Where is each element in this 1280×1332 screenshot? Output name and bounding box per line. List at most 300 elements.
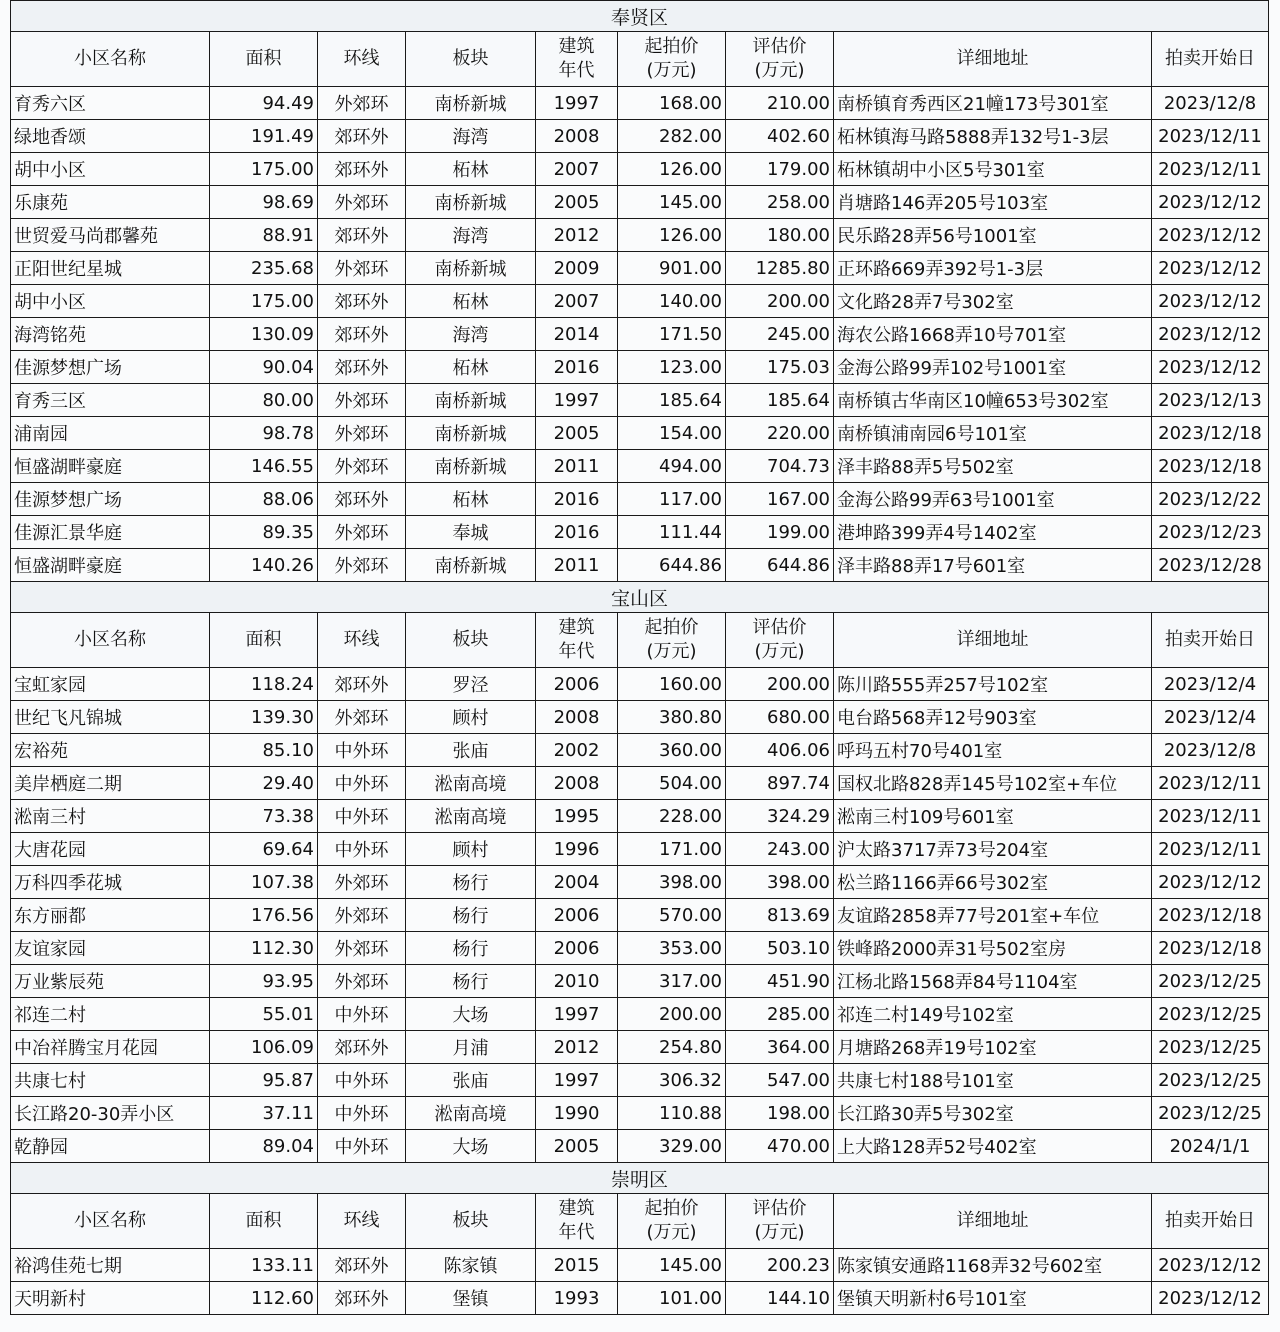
cell-sector: 杨行 xyxy=(406,899,536,932)
cell-area: 98.69 xyxy=(210,186,318,219)
table-row xyxy=(11,252,1269,285)
column-header-build-year: 建筑 年代 xyxy=(536,613,618,668)
cell-auction-start-date: 2023/12/13 xyxy=(1152,384,1269,417)
cell-address: 长江路30弄5号302室 xyxy=(834,1097,1152,1130)
cell-auction-start-date: 2023/12/8 xyxy=(1152,734,1269,767)
column-header-starting-price: 起拍价 (万元) xyxy=(618,613,726,668)
cell-community-name: 正阳世纪星城 xyxy=(11,252,210,285)
cell-appraised-price: 324.29 xyxy=(726,800,834,833)
table-row xyxy=(11,417,1269,450)
cell-community-name: 恒盛湖畔豪庭 xyxy=(11,450,210,483)
cell-community-name: 万业紫辰苑 xyxy=(11,965,210,998)
cell-sector: 月浦 xyxy=(406,1031,536,1064)
cell-starting-price: 901.00 xyxy=(618,252,726,285)
cell-area: 89.35 xyxy=(210,516,318,549)
column-header-community-name: 小区名称 xyxy=(11,1194,210,1249)
cell-appraised-price: 220.00 xyxy=(726,417,834,450)
cell-appraised-price: 398.00 xyxy=(726,866,834,899)
header-row xyxy=(11,32,1269,87)
cell-auction-start-date: 2023/12/18 xyxy=(1152,417,1269,450)
cell-community-name: 大唐花园 xyxy=(11,833,210,866)
header-row xyxy=(11,613,1269,668)
cell-starting-price: 145.00 xyxy=(618,1249,726,1282)
district-row xyxy=(11,582,1269,613)
cell-appraised-price: 200.23 xyxy=(726,1249,834,1282)
cell-address: 南桥镇古华南区10幢653号302室 xyxy=(834,384,1152,417)
cell-sector: 南桥新城 xyxy=(406,549,536,582)
cell-auction-start-date: 2023/12/12 xyxy=(1152,219,1269,252)
cell-area: 88.06 xyxy=(210,483,318,516)
cell-community-name: 万科四季花城 xyxy=(11,866,210,899)
cell-build-year: 2006 xyxy=(536,932,618,965)
cell-starting-price: 254.80 xyxy=(618,1031,726,1064)
cell-address: 祁连二村149号102室 xyxy=(834,998,1152,1031)
cell-build-year: 2010 xyxy=(536,965,618,998)
cell-appraised-price: 406.06 xyxy=(726,734,834,767)
cell-starting-price: 171.00 xyxy=(618,833,726,866)
cell-area: 235.68 xyxy=(210,252,318,285)
cell-auction-start-date: 2023/12/18 xyxy=(1152,899,1269,932)
cell-starting-price: 504.00 xyxy=(618,767,726,800)
cell-area: 69.64 xyxy=(210,833,318,866)
cell-build-year: 1997 xyxy=(536,384,618,417)
table-row xyxy=(11,549,1269,582)
cell-build-year: 2016 xyxy=(536,516,618,549)
table-row xyxy=(11,219,1269,252)
cell-auction-start-date: 2023/12/11 xyxy=(1152,767,1269,800)
cell-appraised-price: 285.00 xyxy=(726,998,834,1031)
cell-ring-road: 郊环外 xyxy=(318,285,406,318)
cell-auction-start-date: 2023/12/12 xyxy=(1152,252,1269,285)
cell-appraised-price: 813.69 xyxy=(726,899,834,932)
cell-area: 112.30 xyxy=(210,932,318,965)
cell-auction-start-date: 2023/12/25 xyxy=(1152,1097,1269,1130)
cell-ring-road: 郊环外 xyxy=(318,219,406,252)
table-row xyxy=(11,866,1269,899)
cell-build-year: 2011 xyxy=(536,450,618,483)
district-row xyxy=(11,1163,1269,1194)
cell-starting-price: 145.00 xyxy=(618,186,726,219)
cell-build-year: 2002 xyxy=(536,734,618,767)
cell-auction-start-date: 2023/12/28 xyxy=(1152,549,1269,582)
table-row xyxy=(11,1282,1269,1315)
cell-community-name: 浦南园 xyxy=(11,417,210,450)
district-row xyxy=(11,1,1269,32)
cell-sector: 海湾 xyxy=(406,120,536,153)
table-row xyxy=(11,998,1269,1031)
cell-community-name: 长江路20-30弄小区 xyxy=(11,1097,210,1130)
cell-address: 金海公路99弄102号1001室 xyxy=(834,351,1152,384)
district-title: 崇明区 xyxy=(11,1163,1269,1194)
cell-community-name: 宝虹家园 xyxy=(11,668,210,701)
column-header-starting-price: 起拍价 (万元) xyxy=(618,32,726,87)
cell-appraised-price: 470.00 xyxy=(726,1130,834,1163)
cell-area: 175.00 xyxy=(210,285,318,318)
cell-sector: 张庙 xyxy=(406,1064,536,1097)
table-row xyxy=(11,318,1269,351)
cell-community-name: 美岸栖庭二期 xyxy=(11,767,210,800)
cell-starting-price: 380.80 xyxy=(618,701,726,734)
cell-appraised-price: 180.00 xyxy=(726,219,834,252)
column-header-auction-start-date: 拍卖开始日 xyxy=(1152,32,1269,87)
cell-starting-price: 200.00 xyxy=(618,998,726,1031)
cell-address: 上大路128弄52号402室 xyxy=(834,1130,1152,1163)
cell-address: 柘林镇海马路5888弄132号1-3层 xyxy=(834,120,1152,153)
cell-sector: 南桥新城 xyxy=(406,450,536,483)
cell-community-name: 绿地香颂 xyxy=(11,120,210,153)
cell-starting-price: 282.00 xyxy=(618,120,726,153)
cell-community-name: 佳源梦想广场 xyxy=(11,351,210,384)
cell-auction-start-date: 2023/12/25 xyxy=(1152,965,1269,998)
cell-community-name: 世纪飞凡锦城 xyxy=(11,701,210,734)
cell-area: 175.00 xyxy=(210,153,318,186)
column-header-community-name: 小区名称 xyxy=(11,613,210,668)
cell-sector: 柘林 xyxy=(406,351,536,384)
cell-address: 松兰路1166弄66号302室 xyxy=(834,866,1152,899)
cell-build-year: 1997 xyxy=(536,1064,618,1097)
cell-sector: 南桥新城 xyxy=(406,417,536,450)
cell-appraised-price: 680.00 xyxy=(726,701,834,734)
cell-ring-road: 外郊环 xyxy=(318,417,406,450)
cell-area: 191.49 xyxy=(210,120,318,153)
table-row xyxy=(11,899,1269,932)
cell-build-year: 2016 xyxy=(536,483,618,516)
cell-appraised-price: 1285.80 xyxy=(726,252,834,285)
cell-appraised-price: 199.00 xyxy=(726,516,834,549)
column-header-appraised-price: 评估价 (万元) xyxy=(726,1194,834,1249)
table-row xyxy=(11,120,1269,153)
cell-community-name: 佳源梦想广场 xyxy=(11,483,210,516)
cell-build-year: 2012 xyxy=(536,1031,618,1064)
cell-auction-start-date: 2023/12/4 xyxy=(1152,668,1269,701)
cell-address: 电台路568弄12号903室 xyxy=(834,701,1152,734)
cell-build-year: 1990 xyxy=(536,1097,618,1130)
cell-starting-price: 126.00 xyxy=(618,153,726,186)
cell-appraised-price: 175.03 xyxy=(726,351,834,384)
column-header-address: 详细地址 xyxy=(834,613,1152,668)
cell-ring-road: 外郊环 xyxy=(318,899,406,932)
cell-ring-road: 郊环外 xyxy=(318,318,406,351)
table-row xyxy=(11,1249,1269,1282)
cell-area: 29.40 xyxy=(210,767,318,800)
cell-appraised-price: 185.64 xyxy=(726,384,834,417)
cell-ring-road: 郊环外 xyxy=(318,120,406,153)
cell-community-name: 育秀六区 xyxy=(11,87,210,120)
cell-area: 140.26 xyxy=(210,549,318,582)
cell-starting-price: 185.64 xyxy=(618,384,726,417)
cell-appraised-price: 547.00 xyxy=(726,1064,834,1097)
cell-sector: 南桥新城 xyxy=(406,87,536,120)
column-header-auction-start-date: 拍卖开始日 xyxy=(1152,1194,1269,1249)
cell-appraised-price: 243.00 xyxy=(726,833,834,866)
cell-address: 文化路28弄7号302室 xyxy=(834,285,1152,318)
column-header-area: 面积 xyxy=(210,1194,318,1249)
cell-area: 146.55 xyxy=(210,450,318,483)
cell-ring-road: 外郊环 xyxy=(318,516,406,549)
cell-build-year: 1993 xyxy=(536,1282,618,1315)
cell-community-name: 胡中小区 xyxy=(11,285,210,318)
district-title: 宝山区 xyxy=(11,582,1269,613)
cell-sector: 杨行 xyxy=(406,866,536,899)
column-header-starting-price: 起拍价 (万元) xyxy=(618,1194,726,1249)
cell-ring-road: 中外环 xyxy=(318,833,406,866)
cell-community-name: 胡中小区 xyxy=(11,153,210,186)
cell-ring-road: 外郊环 xyxy=(318,866,406,899)
cell-build-year: 2004 xyxy=(536,866,618,899)
cell-auction-start-date: 2023/12/12 xyxy=(1152,1282,1269,1315)
cell-build-year: 2005 xyxy=(536,417,618,450)
table-row xyxy=(11,351,1269,384)
cell-starting-price: 117.00 xyxy=(618,483,726,516)
cell-build-year: 1997 xyxy=(536,87,618,120)
cell-area: 98.78 xyxy=(210,417,318,450)
table-row xyxy=(11,483,1269,516)
column-header-appraised-price: 评估价 (万元) xyxy=(726,613,834,668)
column-header-sector: 板块 xyxy=(406,1194,536,1249)
cell-address: 正环路669弄392号1-3层 xyxy=(834,252,1152,285)
cell-build-year: 2016 xyxy=(536,351,618,384)
cell-ring-road: 外郊环 xyxy=(318,450,406,483)
table-row xyxy=(11,767,1269,800)
table-row xyxy=(11,516,1269,549)
table-row xyxy=(11,932,1269,965)
cell-sector: 张庙 xyxy=(406,734,536,767)
cell-build-year: 2006 xyxy=(536,899,618,932)
cell-starting-price: 644.86 xyxy=(618,549,726,582)
cell-build-year: 2009 xyxy=(536,252,618,285)
column-header-ring-road: 环线 xyxy=(318,613,406,668)
table-row xyxy=(11,833,1269,866)
cell-sector: 南桥新城 xyxy=(406,384,536,417)
cell-auction-start-date: 2023/12/25 xyxy=(1152,998,1269,1031)
column-header-community-name: 小区名称 xyxy=(11,32,210,87)
table-row xyxy=(11,153,1269,186)
cell-community-name: 共康七村 xyxy=(11,1064,210,1097)
cell-auction-start-date: 2023/12/23 xyxy=(1152,516,1269,549)
cell-address: 柘林镇胡中小区5号301室 xyxy=(834,153,1152,186)
cell-auction-start-date: 2023/12/4 xyxy=(1152,701,1269,734)
cell-area: 80.00 xyxy=(210,384,318,417)
cell-build-year: 1997 xyxy=(536,998,618,1031)
cell-address: 肖塘路146弄205号103室 xyxy=(834,186,1152,219)
cell-ring-road: 中外环 xyxy=(318,734,406,767)
cell-appraised-price: 200.00 xyxy=(726,285,834,318)
cell-auction-start-date: 2023/12/11 xyxy=(1152,833,1269,866)
cell-starting-price: 140.00 xyxy=(618,285,726,318)
cell-address: 国权北路828弄145号102室+车位 xyxy=(834,767,1152,800)
cell-appraised-price: 245.00 xyxy=(726,318,834,351)
cell-sector: 奉城 xyxy=(406,516,536,549)
cell-sector: 顾村 xyxy=(406,833,536,866)
cell-starting-price: 570.00 xyxy=(618,899,726,932)
cell-starting-price: 101.00 xyxy=(618,1282,726,1315)
cell-area: 139.30 xyxy=(210,701,318,734)
table-row xyxy=(11,1130,1269,1163)
table-row xyxy=(11,1064,1269,1097)
cell-address: 铁峰路2000弄31号502室房 xyxy=(834,932,1152,965)
cell-starting-price: 317.00 xyxy=(618,965,726,998)
cell-auction-start-date: 2023/12/12 xyxy=(1152,285,1269,318)
cell-build-year: 2007 xyxy=(536,153,618,186)
cell-area: 176.56 xyxy=(210,899,318,932)
cell-ring-road: 中外环 xyxy=(318,1130,406,1163)
table-row xyxy=(11,734,1269,767)
cell-sector: 柘林 xyxy=(406,153,536,186)
cell-build-year: 2005 xyxy=(536,1130,618,1163)
cell-address: 共康七村188号101室 xyxy=(834,1064,1152,1097)
cell-appraised-price: 144.10 xyxy=(726,1282,834,1315)
cell-area: 107.38 xyxy=(210,866,318,899)
cell-sector: 杨行 xyxy=(406,965,536,998)
cell-area: 85.10 xyxy=(210,734,318,767)
cell-sector: 淞南高境 xyxy=(406,800,536,833)
cell-community-name: 海湾铭苑 xyxy=(11,318,210,351)
cell-appraised-price: 179.00 xyxy=(726,153,834,186)
cell-ring-road: 郊环外 xyxy=(318,668,406,701)
cell-appraised-price: 644.86 xyxy=(726,549,834,582)
cell-address: 海农公路1668弄10号701室 xyxy=(834,318,1152,351)
cell-sector: 顾村 xyxy=(406,701,536,734)
cell-starting-price: 160.00 xyxy=(618,668,726,701)
cell-ring-road: 外郊环 xyxy=(318,186,406,219)
cell-address: 堡镇天明新村6号101室 xyxy=(834,1282,1152,1315)
cell-ring-road: 中外环 xyxy=(318,1097,406,1130)
cell-ring-road: 中外环 xyxy=(318,767,406,800)
cell-starting-price: 329.00 xyxy=(618,1130,726,1163)
table-row xyxy=(11,800,1269,833)
cell-auction-start-date: 2023/12/25 xyxy=(1152,1031,1269,1064)
column-header-address: 详细地址 xyxy=(834,1194,1152,1249)
column-header-build-year: 建筑 年代 xyxy=(536,32,618,87)
cell-area: 93.95 xyxy=(210,965,318,998)
table-row xyxy=(11,668,1269,701)
cell-auction-start-date: 2023/12/18 xyxy=(1152,932,1269,965)
cell-ring-road: 外郊环 xyxy=(318,87,406,120)
table-row xyxy=(11,701,1269,734)
cell-area: 88.91 xyxy=(210,219,318,252)
cell-ring-road: 郊环外 xyxy=(318,1031,406,1064)
column-header-area: 面积 xyxy=(210,32,318,87)
cell-address: 南桥镇浦南园6号101室 xyxy=(834,417,1152,450)
table-row xyxy=(11,384,1269,417)
cell-auction-start-date: 2023/12/11 xyxy=(1152,153,1269,186)
cell-ring-road: 郊环外 xyxy=(318,153,406,186)
cell-appraised-price: 258.00 xyxy=(726,186,834,219)
cell-ring-road: 外郊环 xyxy=(318,932,406,965)
cell-auction-start-date: 2023/12/12 xyxy=(1152,866,1269,899)
cell-build-year: 2015 xyxy=(536,1249,618,1282)
cell-area: 95.87 xyxy=(210,1064,318,1097)
cell-sector: 柘林 xyxy=(406,285,536,318)
cell-sector: 堡镇 xyxy=(406,1282,536,1315)
cell-address: 民乐路28弄56号1001室 xyxy=(834,219,1152,252)
cell-starting-price: 228.00 xyxy=(618,800,726,833)
cell-area: 133.11 xyxy=(210,1249,318,1282)
cell-area: 106.09 xyxy=(210,1031,318,1064)
cell-sector: 罗泾 xyxy=(406,668,536,701)
cell-address: 泽丰路88弄17号601室 xyxy=(834,549,1152,582)
cell-starting-price: 398.00 xyxy=(618,866,726,899)
cell-community-name: 中冶祥腾宝月花园 xyxy=(11,1031,210,1064)
cell-address: 泽丰路88弄5号502室 xyxy=(834,450,1152,483)
cell-build-year: 2014 xyxy=(536,318,618,351)
cell-community-name: 宏裕苑 xyxy=(11,734,210,767)
cell-auction-start-date: 2023/12/8 xyxy=(1152,87,1269,120)
cell-ring-road: 外郊环 xyxy=(318,252,406,285)
cell-address: 沪太路3717弄73号204室 xyxy=(834,833,1152,866)
cell-build-year: 2006 xyxy=(536,668,618,701)
cell-community-name: 友谊家园 xyxy=(11,932,210,965)
cell-community-name: 淞南三村 xyxy=(11,800,210,833)
cell-starting-price: 126.00 xyxy=(618,219,726,252)
column-header-build-year: 建筑 年代 xyxy=(536,1194,618,1249)
cell-sector: 南桥新城 xyxy=(406,252,536,285)
cell-ring-road: 郊环外 xyxy=(318,351,406,384)
cell-starting-price: 494.00 xyxy=(618,450,726,483)
column-header-address: 详细地址 xyxy=(834,32,1152,87)
table-row xyxy=(11,285,1269,318)
cell-address: 友谊路2858弄77号201室+车位 xyxy=(834,899,1152,932)
cell-community-name: 乾静园 xyxy=(11,1130,210,1163)
auction-table xyxy=(10,0,1269,1315)
table-row xyxy=(11,87,1269,120)
cell-community-name: 乐康苑 xyxy=(11,186,210,219)
cell-build-year: 1995 xyxy=(536,800,618,833)
cell-build-year: 2011 xyxy=(536,549,618,582)
cell-build-year: 2008 xyxy=(536,767,618,800)
column-header-ring-road: 环线 xyxy=(318,1194,406,1249)
cell-ring-road: 外郊环 xyxy=(318,701,406,734)
cell-community-name: 东方丽都 xyxy=(11,899,210,932)
cell-starting-price: 110.88 xyxy=(618,1097,726,1130)
cell-address: 月塘路268弄19号102室 xyxy=(834,1031,1152,1064)
cell-sector: 柘林 xyxy=(406,483,536,516)
cell-area: 118.24 xyxy=(210,668,318,701)
cell-community-name: 裕鸿佳苑七期 xyxy=(11,1249,210,1282)
table-row xyxy=(11,1097,1269,1130)
cell-appraised-price: 704.73 xyxy=(726,450,834,483)
cell-ring-road: 外郊环 xyxy=(318,384,406,417)
table-row xyxy=(11,965,1269,998)
cell-area: 94.49 xyxy=(210,87,318,120)
cell-ring-road: 中外环 xyxy=(318,1064,406,1097)
cell-sector: 海湾 xyxy=(406,318,536,351)
cell-community-name: 世贸爱马尚郡馨苑 xyxy=(11,219,210,252)
cell-sector: 杨行 xyxy=(406,932,536,965)
table-row xyxy=(11,450,1269,483)
cell-auction-start-date: 2023/12/12 xyxy=(1152,1249,1269,1282)
cell-area: 37.11 xyxy=(210,1097,318,1130)
cell-starting-price: 360.00 xyxy=(618,734,726,767)
cell-ring-road: 外郊环 xyxy=(318,549,406,582)
cell-auction-start-date: 2023/12/25 xyxy=(1152,1064,1269,1097)
cell-appraised-price: 897.74 xyxy=(726,767,834,800)
cell-auction-start-date: 2023/12/11 xyxy=(1152,800,1269,833)
cell-community-name: 恒盛湖畔豪庭 xyxy=(11,549,210,582)
header-row xyxy=(11,1194,1269,1249)
cell-area: 89.04 xyxy=(210,1130,318,1163)
cell-starting-price: 306.32 xyxy=(618,1064,726,1097)
cell-community-name: 天明新村 xyxy=(11,1282,210,1315)
cell-build-year: 2005 xyxy=(536,186,618,219)
cell-ring-road: 郊环外 xyxy=(318,1249,406,1282)
cell-sector: 淞南高境 xyxy=(406,767,536,800)
district-title: 奉贤区 xyxy=(11,1,1269,32)
cell-area: 90.04 xyxy=(210,351,318,384)
cell-address: 淞南三村109号601室 xyxy=(834,800,1152,833)
column-header-sector: 板块 xyxy=(406,32,536,87)
cell-build-year: 2012 xyxy=(536,219,618,252)
